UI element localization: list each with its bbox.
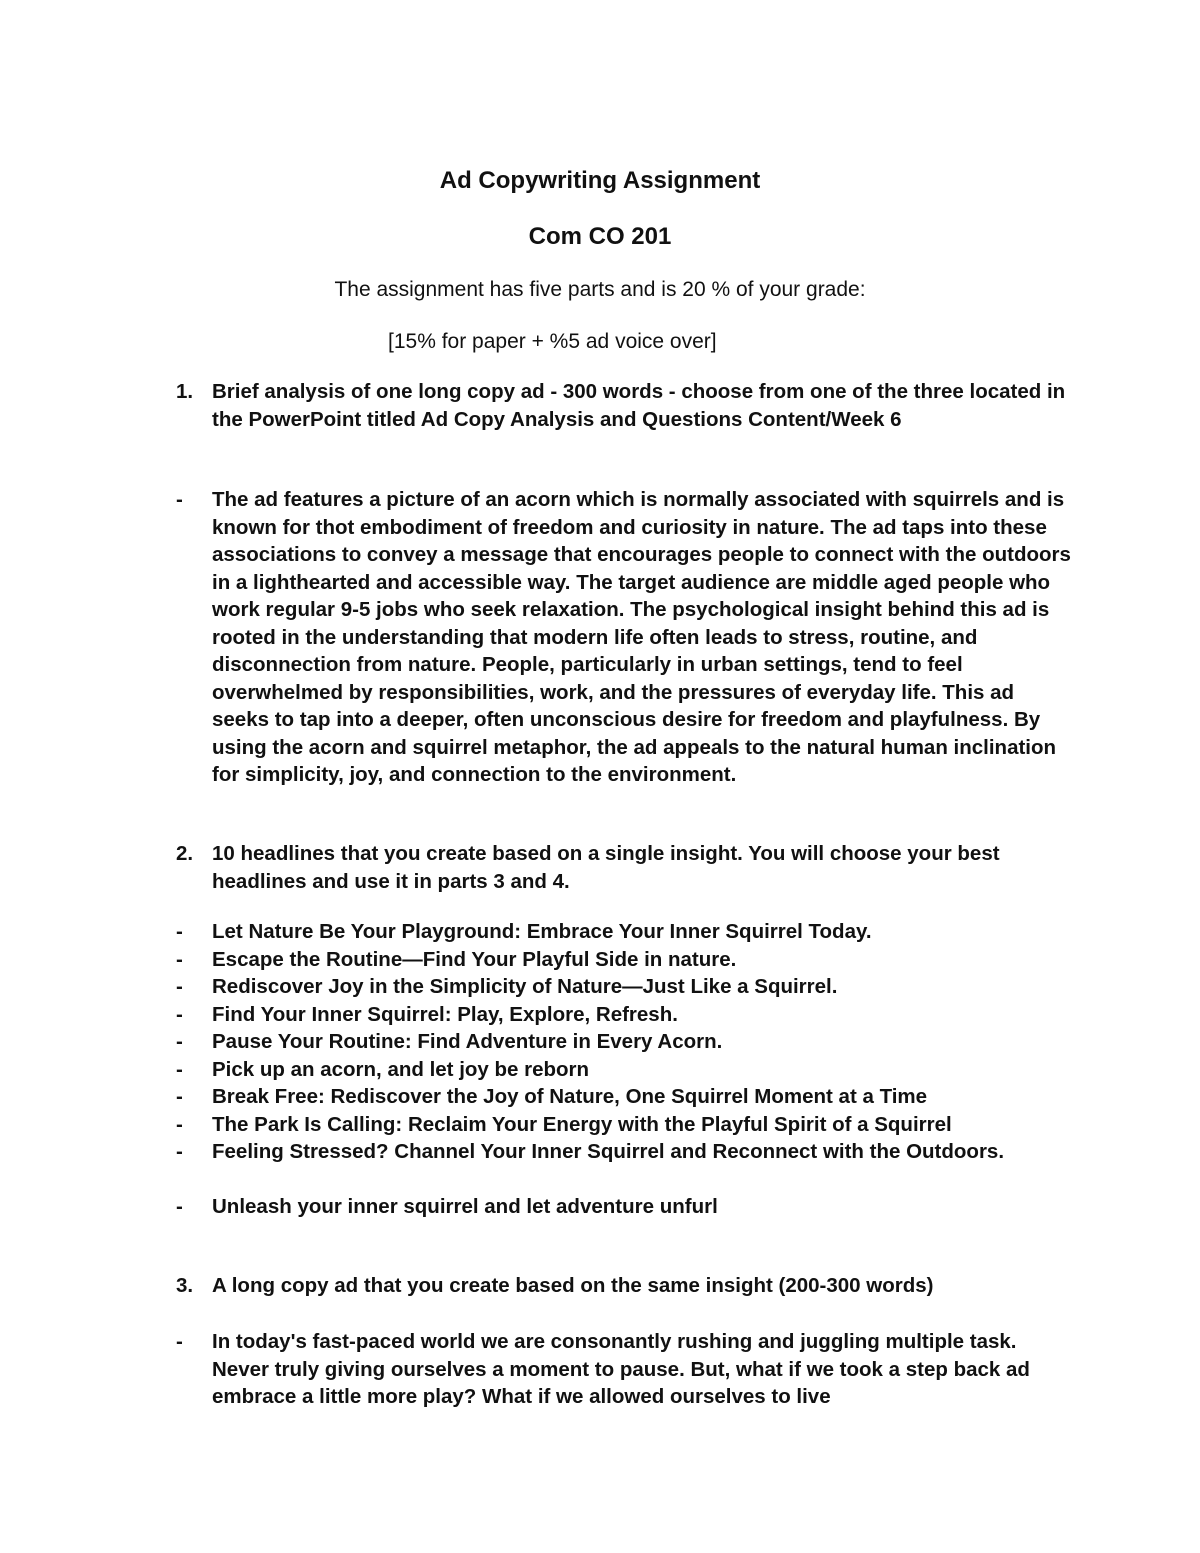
bullet-marker: - (176, 1330, 183, 1353)
grade-breakdown: [15% for paper + %5 ad voice over] (388, 330, 717, 353)
headline-text: Pause Your Routine: Find Adventure in Every Acorn. (212, 1030, 723, 1053)
headline-text: Break Free: Rediscover the Joy of Nature, One Squirrel Moment at a Time (212, 1085, 928, 1108)
headline-item (176, 946, 1076, 974)
part-1-prompt (176, 378, 1076, 433)
part-1-prompt-text: Brief analysis of one long copy ad - 300 words - choose from one of the three located in the PowerPoint titled Ad Copy Analysis and Questions Content/Week 6 (212, 380, 1066, 431)
headline-item (176, 1083, 1076, 1111)
headline-item (176, 1193, 1076, 1221)
bullet-marker: - (176, 488, 183, 511)
bullet-marker: - (176, 975, 183, 998)
headline-text: The Park Is Calling: Reclaim Your Energy with the Playful Spirit of a Squirrel (212, 1112, 952, 1136)
part-2-prompt-text: 10 headlines that you create based on a single insight. You will choose your best headlines and use it in parts 3 and 4. (212, 842, 1000, 893)
bullet-marker: - (176, 1195, 183, 1218)
part-2-number: 2. (176, 842, 194, 865)
headline-text: Rediscover Joy in the Simplicity of Nature—Just Like a Squirrel. (212, 975, 838, 998)
bullet-marker: - (176, 920, 183, 943)
headline-text: Pick up an acorn, and let joy be reborn (212, 1057, 590, 1081)
headline-item (176, 1138, 1076, 1166)
headline-item (176, 1111, 1076, 1139)
headline-text: Find Your Inner Squirrel: Play, Explore, Refresh. (212, 1002, 678, 1026)
part-3-number: 3. (176, 1274, 194, 1297)
part-3-answer-text: In today's fast-paced world we are consonantly rushing and juggling multiple task. Never truly giving ourselves a moment to pause. But, what if we took a step back ad embrace a little more play? What if we allowed ourselves to live (212, 1330, 1030, 1408)
part-2-prompt (176, 840, 1076, 895)
part-3-prompt (176, 1272, 1076, 1300)
headline-item (176, 973, 1076, 1001)
part-1-number: 1. (176, 380, 194, 403)
headline-text: Escape the Routine—Find Your Playful Side in nature. (212, 947, 737, 971)
part-1-answer-text: The ad features a picture of an acorn which is normally associated with squirrels and is known for thot embodiment of freedom and curiosity in nature. The ad taps into these associations to convey a message that encourages people to connect with the outdoors in a lighthearted and accessible way. The target audience are middle aged people who work regular 9-5 jobs who seek relaxation. The psychological insight behind this ad is rooted in the understanding that modern life often leads to stress, routine, and disconnection from nature. People, particularly in urban settings, tend to feel overwhelmed by responsibilities, work, and the pressures of everyday life. This ad seeks to tap into a deeper, often unconscious desire for freedom and playfulness. By using the acorn and squirrel metaphor, the ad appeals to the natural human inclination for simplicity, joy, and connection to the environment. (212, 488, 1071, 786)
headline-text: Unleash your inner squirrel and let adventure unfurl (212, 1195, 718, 1218)
bullet-marker: - (176, 1085, 183, 1108)
headline-text: Let Nature Be Your Playground: Embrace Your Inner Squirrel Today. (212, 920, 872, 943)
headline-item (176, 1056, 1076, 1084)
document-title: Ad Copywriting Assignment (439, 167, 761, 194)
headline-item (176, 1028, 1076, 1056)
headline-text: Feeling Stressed? Channel Your Inner Squirrel and Reconnect with the Outdoors. (212, 1140, 1005, 1163)
part-3-answer (176, 1328, 1076, 1411)
part-3-prompt-text: A long copy ad that you create based on the same insight (200-300 words) (212, 1274, 934, 1297)
assignment-intro: The assignment has five parts and is 20 % of your grade: (334, 278, 866, 301)
bullet-marker: - (176, 1140, 183, 1163)
bullet-marker: - (176, 1002, 183, 1026)
part-1-answer (176, 486, 1076, 789)
bullet-marker: - (176, 1112, 183, 1136)
headline-item (176, 1001, 1076, 1029)
bullet-marker: - (176, 1057, 183, 1081)
course-code: Com CO 201 (528, 223, 672, 250)
bullet-marker: - (176, 1030, 183, 1053)
headline-item (176, 918, 1076, 946)
bullet-marker: - (176, 947, 183, 971)
